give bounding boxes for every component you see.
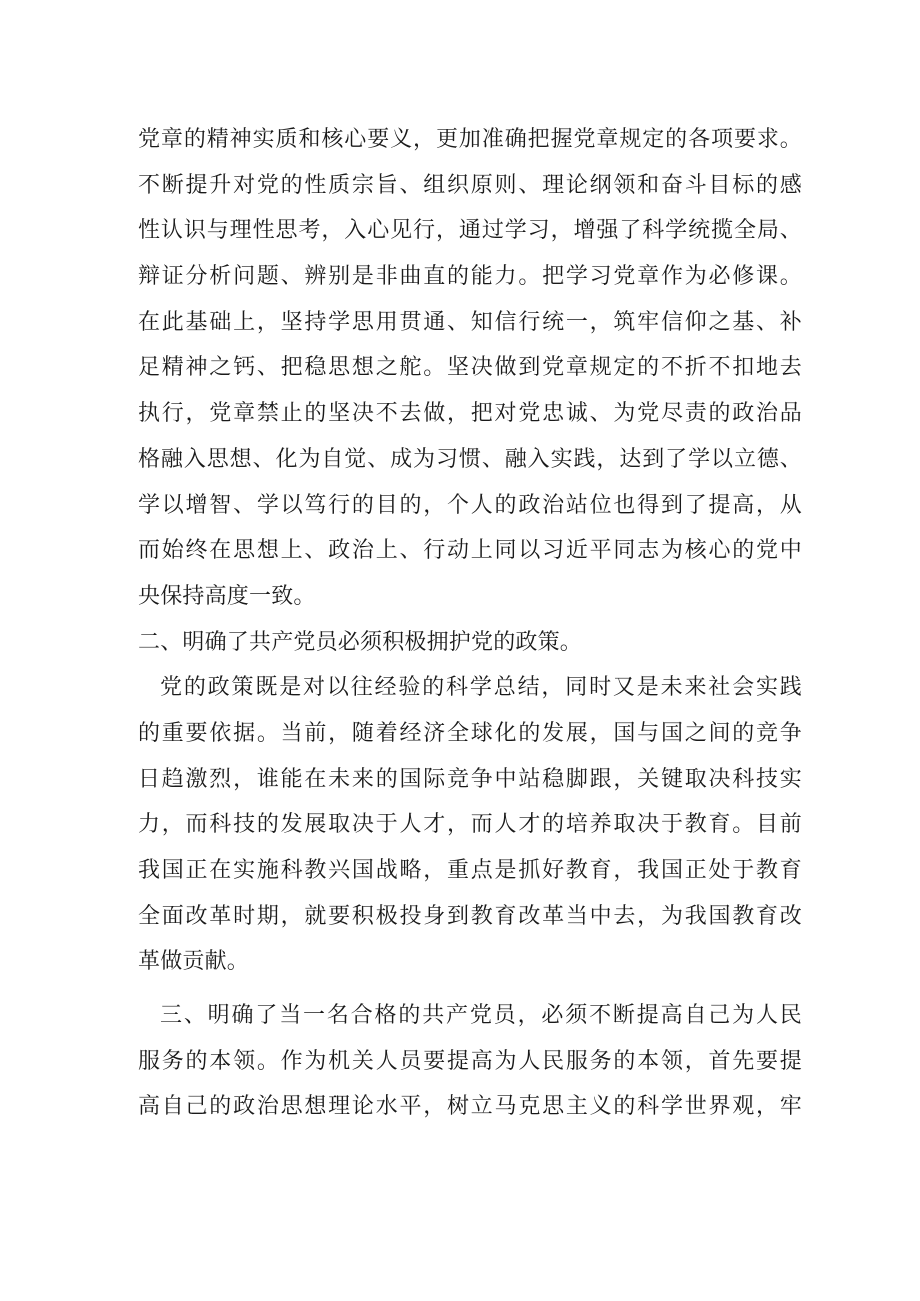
paragraph-3: [138, 993, 802, 1130]
text-line: 党章的精神实质和核心要义，更加准确把握党章规定的各项要求。: [138, 127, 802, 152]
text-line: 而始终在思想上、政治上、行动上同以习近平同志为核心的党中: [138, 538, 802, 564]
text-line: 全面改革时期，就要积极投身到教育改革当中去，为我国教育改: [138, 903, 802, 929]
paragraph-spacer: [138, 985, 802, 993]
text-line: 三、明确了当一名合格的共产党员，必须不断提高自己为人民: [160, 1003, 802, 1029]
text-line: 性认识与理性思考，入心见行，通过学习，增强了科学统揽全局、: [138, 218, 802, 244]
text-line: 的重要依据。当前，随着经济全球化的发展，国与国之间的竞争: [138, 720, 802, 746]
text-line: 我国正在实施科教兴国战略，重点是抓好教育，我国正处于教育: [138, 858, 802, 883]
text-line: 格融入思想、化为自觉、成为习惯、融入实践，达到了学以立德、: [138, 446, 802, 472]
text-line: 足精神之钙、把稳思想之舵。坚决做到党章规定的不折不扣地去: [138, 355, 802, 381]
text-line: 日趋激烈，谁能在未来的国际竞争中站稳脚跟，关键取决科技实: [138, 766, 802, 792]
section-heading-2: 二、明确了共产党员必须积极拥护党的政策。: [138, 629, 583, 655]
text-line: 执行，党章禁止的坚决不去做，把对党忠诚、为党尽责的政治品: [138, 401, 802, 427]
text-line: 党的政策既是对以往经验的科学总结，同时又是未来社会实践: [160, 675, 802, 701]
text-line: 力，而科技的发展取决于人才，而人才的培养取决于教育。目前: [138, 812, 802, 838]
text-line: 学以增智、学以笃行的目的，个人的政治站位也得到了提高，从: [138, 492, 802, 518]
text-line: 在此基础上，坚持学思用贯通、知信行统一，筑牢信仰之基、补: [138, 309, 802, 335]
text-line: 服务的本领。作为机关人员要提高为人民服务的本领，首先要提: [138, 1048, 802, 1074]
paragraph-2: [138, 665, 802, 985]
text-line: 央保持高度一致。: [138, 583, 316, 609]
text-line: 不断提升对党的性质宗旨、组织原则、理论纲领和奋斗目标的感: [138, 172, 802, 198]
document-body: [138, 117, 802, 1130]
text-line: 辩证分析问题、辨别是非曲直的能力。把学习党章作为必修课。: [138, 264, 802, 290]
paragraph-1: [138, 117, 802, 620]
text-line: 革做贡献。: [138, 949, 250, 975]
text-line: 高自己的政治思想理论水平，树立马克思主义的科学世界观，牢: [138, 1094, 802, 1120]
